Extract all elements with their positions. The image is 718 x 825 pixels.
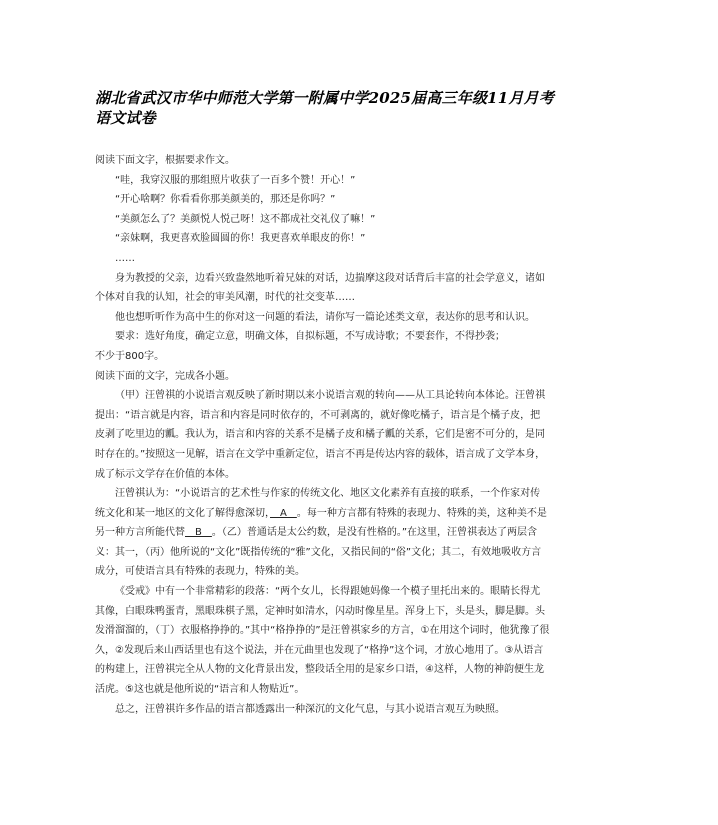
section1-task: 他也想听听作为高中生的你对这一问题的看法，请你写一篇论述类文章，表达你的思考和认识。 <box>115 311 535 323</box>
section2-intro: 阅读下面的文字，完成各小题。 <box>95 370 235 382</box>
blank-b: B <box>185 527 212 539</box>
section1-paragraph: 身为教授的父亲，边看兴致盎然地听着兄妹的对话，边揣摩这段对话背后丰富的社会学意义，诸如个体对自我的认知，社会的审美风潮，时代的社交变革…… <box>95 272 545 304</box>
section1-intro: 阅读下面文字，根据要求作文。 <box>95 155 235 166</box>
dialogue-line: “亲妹啊，我更喜欢脸圆圆的你！我更喜欢单眼皮的你！” <box>115 233 366 245</box>
blank-a: A <box>270 507 297 519</box>
passage-text: 。每一种方言都有特殊的表现力、特殊的美，这种美不是另一种方言所能代替 <box>95 507 547 539</box>
document-body <box>95 151 550 719</box>
word-count-requirement: 不少于800字。 <box>95 350 165 362</box>
passage-text: 。（乙）普通话是太公约数，是没有性格的。”在这里，汪曾祺表达了两层含义：其一，（丙）他所说的“文化”既指传统的“雅”文化，又指民间的“俗”文化；其二，有效地吸收方言成分，可使语言具有特殊的表现力，特殊的美。 <box>95 527 542 578</box>
passage-paragraph-3: 《受戒》中有一个非常精彩的段落：“两个女儿，长得跟她妈像一个模子里托出来的。眼睛长得尤其像，白眼珠鸭蛋青，黑眼珠棋子黑，定神时如清水，闪动时像星星。浑身上下，头是头，脚是脚。头发滑溜溜的，（丁）衣服格挣挣的。”其中“格挣挣的”是汪曾祺家乡的方言，①在用这个词时，他犹豫了很久，②发现后来山西话里也有这个说法，并在元曲里也发现了“格挣”这个词，才放心地用了。③从语言的构建上，汪曾祺完全从人物的文化背景出发，整段话全用的是家乡口语，④这样，人物的神韵便生龙活虎。⑤这也就是他所说的“语言和人物贴近”。 <box>95 586 550 696</box>
passage-paragraph-1: （甲）汪曾祺的小说语言观反映了新时期以来小说语言观的转向——从工具论转向本体论。汪曾祺提出：“语言就是内容，语言和内容是同时依存的，不可剥离的，就好像吃橘子，语言是个橘子皮，把皮剥了吃里边的瓤。我认为，语言和内容的关系不是橘子皮和橘子瓤的关系，它们是密不可分的，是同时存在的。”按照这一见解，语言在文学中重新定位，语言不再是传达内容的载体，语言成了文学本身，成了标示文学存在价值的本体。 <box>95 390 546 480</box>
dialogue-line: “开心啥啊？你看看你那美颜美的，那还是你吗？” <box>115 194 336 206</box>
passage-paragraph-4: 总之，汪曾祺许多作品的语言都透露出一种深沉的文化气息，与其小说语言观互为映照。 <box>115 703 505 715</box>
passage-text: 汪曾祺认为：“小说语言的艺术性与作家的传统文化、地区文化素养有直接的联系，一个作家对传统文化和某一地区的文化了解得愈深切， <box>95 488 541 519</box>
passage-paragraph-2 <box>95 484 550 582</box>
dialogue-line: “哇，我穿汉服的那组照片收获了一百多个赞！开心！” <box>115 174 356 186</box>
document-title: 湖北省武汉市华中师范大学第一附属中学2025届高三年级11月月考语文试卷 <box>95 89 555 127</box>
dialogue-line: “美颜怎么了？美颜悦人悦己呀！这不都成社交礼仪了嘛！” <box>115 213 376 225</box>
dialogue-ellipsis: …… <box>115 252 135 264</box>
essay-requirements: 要求：选好角度，确定立意，明确文体，自拟标题，不写成诗歌；不要套作，不得抄袭； <box>115 331 505 343</box>
